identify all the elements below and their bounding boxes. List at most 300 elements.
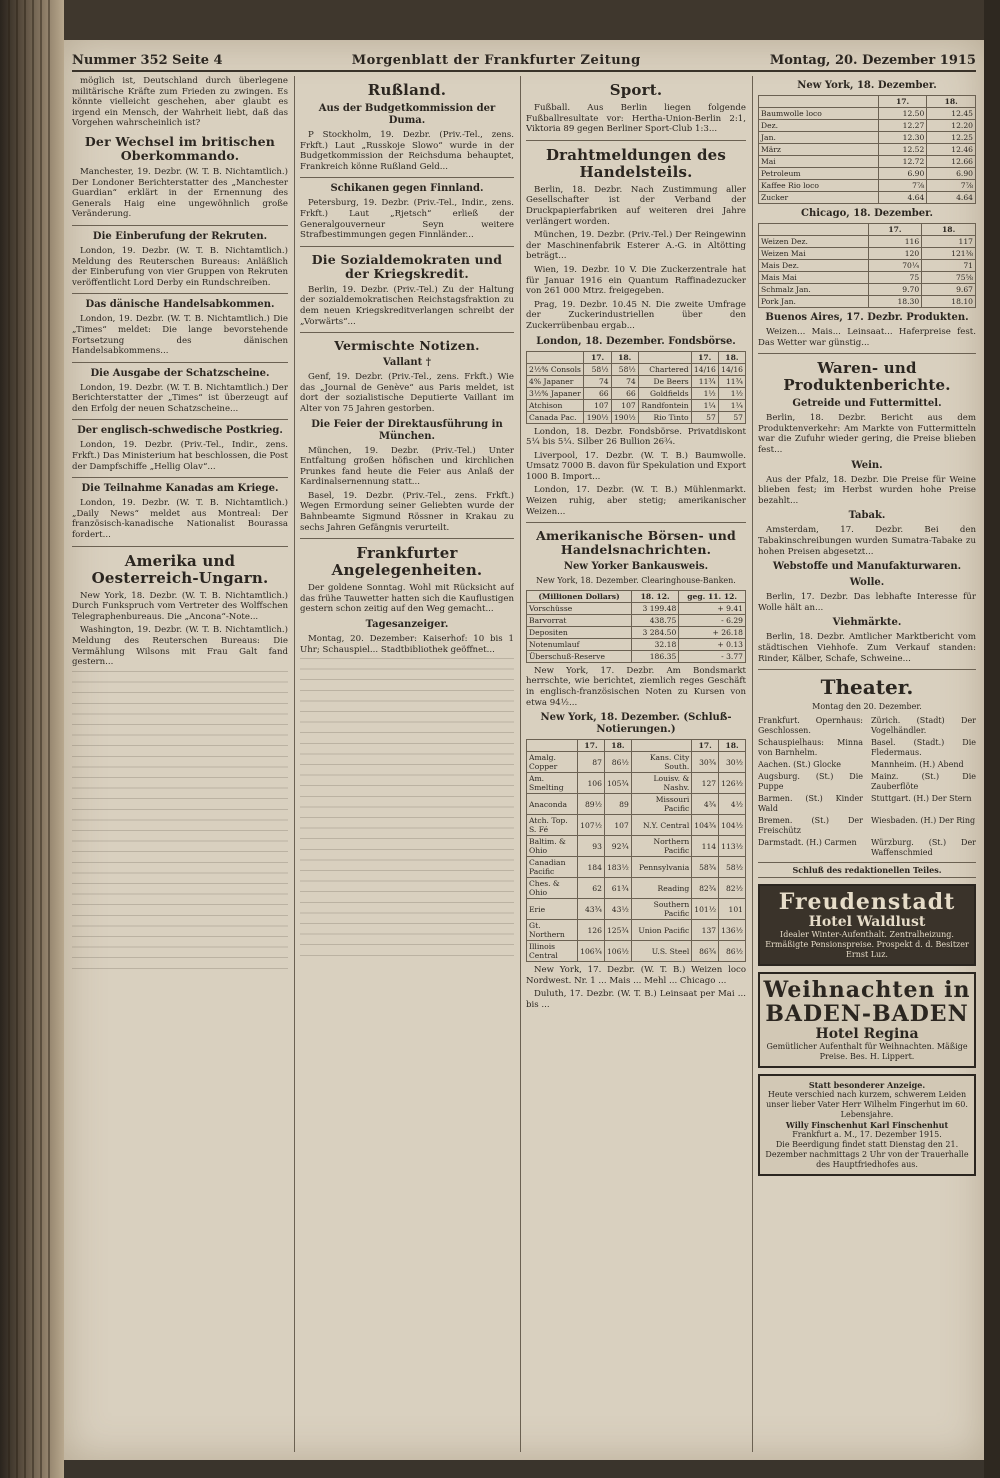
table-cell: 12.72 bbox=[878, 156, 927, 168]
table-cell: N.Y. Central bbox=[631, 815, 691, 836]
table-cell: Mais Dez. bbox=[759, 260, 869, 272]
newspaper-page bbox=[64, 40, 984, 1460]
theater-entry: Schauspielhaus: Minna von Barnhelm. bbox=[758, 737, 863, 757]
table-header-row bbox=[759, 96, 976, 108]
subheadline: Die Feier der Direktausführung in München. bbox=[311, 418, 503, 442]
table-cell: 7⅞ bbox=[878, 180, 927, 192]
table-row bbox=[759, 236, 976, 248]
headline: Frankfurter Angelegenheiten. bbox=[331, 544, 483, 580]
table-cell: 18.30 bbox=[868, 296, 922, 308]
table-cell: 32.18 bbox=[632, 638, 679, 650]
table-cell: 12.27 bbox=[878, 120, 927, 132]
headline: Sport. bbox=[609, 81, 663, 99]
article-text: München, 19. Dezbr. (Priv.-Tel.) Der Reingewinn der Maschinenfabrik Esterer A.-G. in Altötting beträgt... bbox=[526, 230, 746, 262]
theater-entry: Frankfurt. Opernhaus: Geschlossen. bbox=[758, 715, 863, 735]
article-text: Der goldene Sonntag. Wohl mit Rücksicht auf das frühe Tauwetter hatten sich die Kauflustigen gestern schon zeitig auf den Weg gemacht... bbox=[300, 583, 514, 615]
column-rule bbox=[294, 76, 295, 1452]
subheadline: London, 18. Dezember. Fondsbörse. bbox=[536, 335, 736, 347]
table-cell: 117 bbox=[922, 236, 976, 248]
table-cell: Goldfields bbox=[638, 387, 691, 399]
article-text: Montag, 20. Dezember: Kaiserhof: 10 bis 1 Uhr; Schauspiel... Stadtbibliothek geöffnet... bbox=[300, 634, 514, 655]
table-cell: Pork Jan. bbox=[759, 296, 869, 308]
table-cell: 1½ bbox=[718, 387, 745, 399]
table-cell: Depositen bbox=[527, 626, 632, 638]
table-cell: - 6.29 bbox=[679, 614, 746, 626]
table-cell: 105¾ bbox=[604, 773, 631, 794]
table-cell: 74 bbox=[611, 375, 638, 387]
table-cell: 4.64 bbox=[878, 192, 927, 204]
notice-text: Heute verschied nach kurzem, schwerem Leiden unser lieber Vater Herr Wilhelm Fingerhut im 60. Lebensjahre. bbox=[766, 1090, 968, 1120]
table-cell: - 3.77 bbox=[679, 650, 746, 662]
table-cell: 126½ bbox=[719, 773, 746, 794]
table-row bbox=[759, 248, 976, 260]
table-cell: 14/16 bbox=[691, 363, 718, 375]
subheadline: Chicago, 18. Dezember. bbox=[801, 208, 933, 219]
table-row bbox=[527, 399, 746, 411]
right-edge bbox=[984, 0, 1000, 1478]
article-text: möglich ist, Deutschland durch überlegene militärische Kräfte zum Frieden zu zwingen. Es könnte vielleicht geschehen, aber glaubt es irgend ein Mensch, der Wahrheit liebt, daß das Vorgehen wahrscheinlich ist? bbox=[72, 76, 288, 129]
table-cell: 3 284.50 bbox=[632, 626, 679, 638]
table-cell: Southern Pacific bbox=[631, 899, 691, 920]
table-cell: 4.64 bbox=[927, 192, 976, 204]
table-cell: + 26.18 bbox=[679, 626, 746, 638]
table-cell: Schmalz Jan. bbox=[759, 284, 869, 296]
table-cell: + 9.41 bbox=[679, 602, 746, 614]
table-cell: 43½ bbox=[604, 899, 631, 920]
dateline: Montag den 20. Dezember. bbox=[812, 702, 922, 712]
table-cell: 137 bbox=[692, 920, 719, 941]
table-header-cell: 17. bbox=[878, 96, 927, 108]
table-cell: 107 bbox=[611, 399, 638, 411]
headline: Drahtmeldungen des Handelsteils. bbox=[545, 145, 727, 181]
notice-place: Frankfurt a. M., 17. Dezember 1915. bbox=[792, 1130, 942, 1140]
table-cell: Anaconda bbox=[527, 794, 578, 815]
headline: Waren- und Produktenberichte. bbox=[783, 359, 951, 395]
ad-subtitle: Hotel Regina bbox=[815, 1026, 919, 1043]
table-row bbox=[759, 260, 976, 272]
table-cell: 12.20 bbox=[927, 120, 976, 132]
column-3 bbox=[526, 76, 746, 1452]
subheadline: Tabak. bbox=[848, 510, 886, 522]
table-cell: Mais Mai bbox=[759, 272, 869, 284]
table-header-cell bbox=[527, 740, 578, 752]
table-cell: 438.75 bbox=[632, 614, 679, 626]
table-row bbox=[527, 773, 746, 794]
article-text: Duluth, 17. Dezbr. (W. T. B.) Leinsaat per Mai ... bis ... bbox=[526, 989, 746, 1010]
top-edge bbox=[64, 0, 984, 40]
table-header-cell bbox=[631, 740, 691, 752]
article-text: New York, 17. Dezbr. (W. T. B.) Weizen loco Nordwest. Nr. 1 ... Mais ... Mehl ... Chicago ... bbox=[526, 965, 746, 986]
table-cell: 183½ bbox=[604, 857, 631, 878]
table-row bbox=[527, 614, 746, 626]
table-cell: 75⅝ bbox=[922, 272, 976, 284]
subheadline: Tagesanzeiger. bbox=[365, 619, 449, 631]
table-row bbox=[527, 794, 746, 815]
table-cell: 92¾ bbox=[604, 836, 631, 857]
table-cell: Kans. City South. bbox=[631, 752, 691, 773]
table-cell: Baumwolle loco bbox=[759, 108, 879, 120]
table-cell: 120 bbox=[868, 248, 922, 260]
column-rule bbox=[752, 76, 753, 1452]
article-text: Aus der Pfalz, 18. Dezbr. Die Preise für Weine blieben fest; im Herbst wurden hohe Preise bezahlt... bbox=[758, 474, 976, 506]
table-row bbox=[527, 941, 746, 962]
table-cell: Überschuß-Reserve bbox=[527, 650, 632, 662]
theater-heading: Theater. bbox=[820, 675, 914, 700]
article-text: London, 19. Dezbr. (W. T. B. Nichtamtlich.) Der Berichterstatter der „Times“ ist überzeugt auf den Erfolg der neuen Schatzscheine... bbox=[72, 382, 288, 414]
article-text: Wien, 19. Dezbr. 10 V. Die Zuckerzentrale hat für Januar 1916 ein Quantum Raffinadezucker von 261 000 Mtrz. freigegeben. bbox=[526, 264, 746, 297]
table-row bbox=[527, 815, 746, 836]
table-cell: Notenumlauf bbox=[527, 638, 632, 650]
theater-entry: Darmstadt. (H.) Carmen bbox=[758, 837, 857, 847]
article-text: New York, 17. Dezbr. Am Bondsmarkt herrschte, wie berichtet, ziemlich reges Geschäft in englisch-französischen Noten zu Kursen von etwa 94½... bbox=[526, 665, 746, 708]
table-cell: 3½% Japaner bbox=[527, 387, 584, 399]
table-cell: Petroleum bbox=[759, 168, 879, 180]
table-header-cell: 18. 12. bbox=[632, 590, 679, 602]
table-cell: Canadian Pacific bbox=[527, 857, 578, 878]
death-notice bbox=[758, 1074, 976, 1176]
table-cell: Chartered bbox=[638, 363, 691, 375]
table-cell: U.S. Steel bbox=[631, 941, 691, 962]
article-text: Berlin, 19. Dezbr. (Priv.-Tel.) Zu der Haltung der sozialdemokratischen Reichstagsfraktion zu dem neuen Kriegskreditverlangen schreibt der „Vorwärts“... bbox=[300, 284, 514, 327]
table-cell: 70¼ bbox=[868, 260, 922, 272]
table-cell: 87 bbox=[578, 752, 605, 773]
table-cell: Northern Pacific bbox=[631, 836, 691, 857]
ad-subtitle: Hotel Waldlust bbox=[808, 914, 926, 931]
newspaper-title: Morgenblatt der Frankfurter Zeitung bbox=[351, 52, 641, 68]
article-text: New York, 18. Dezbr. (W. T. B. Nichtamtlich.) Durch Funkspruch vom Vertreter des Wolffschen Telegraphenbureaus. Die „Ancona“-Note... bbox=[72, 590, 288, 622]
table-cell: 82½ bbox=[719, 878, 746, 899]
subheadline: Schikanen gegen Finnland. bbox=[330, 183, 484, 195]
table-cell: 2½% Consols bbox=[527, 363, 584, 375]
headline: Die Sozialdemokraten und der Kriegskredit. bbox=[311, 251, 503, 281]
subheadline: Viehmärkte. bbox=[832, 617, 902, 629]
table-cell: 58¾ bbox=[692, 857, 719, 878]
article-text: Weizen... Mais... Leinsaat... Haferpreise fest. Das Wetter war günstig... bbox=[758, 327, 976, 348]
table-cell: Atch. Top. S. Fé bbox=[527, 815, 578, 836]
table-cell: Am. Smelting bbox=[527, 773, 578, 794]
notice-names: Willy Finschenhut Karl Finschenhut bbox=[785, 1120, 949, 1131]
table-cell: 30½ bbox=[719, 752, 746, 773]
table-cell: 125¾ bbox=[604, 920, 631, 941]
table-cell: Illinois Central bbox=[527, 941, 578, 962]
table-cell: 86½ bbox=[604, 752, 631, 773]
theater-entry: Mainz. (St.) Die Zauberflöte bbox=[871, 771, 976, 791]
article-text: Genf, 19. Dezbr. (Priv.-Tel., zens. Frkft.) Wie das „Journal de Genève“ aus Paris meldet, ist dort der sozialistische Deputierte Vaillant im Alter von 75 Jahren gestorben. bbox=[300, 372, 514, 414]
table-cell: 9.70 bbox=[868, 284, 922, 296]
subheadline: Die Teilnahme Kanadas am Kriege. bbox=[81, 483, 279, 495]
table-cell: 186.35 bbox=[632, 650, 679, 662]
table-cell: 7⅞ bbox=[927, 180, 976, 192]
ad-freudenstadt bbox=[758, 884, 976, 966]
article-text: Amsterdam, 17. Dezbr. Bei den Tabakinschreibungen wurden Sumatra-Tabake zu hohen Preisen abgesetzt... bbox=[758, 525, 976, 557]
table-cell: 190½ bbox=[584, 411, 611, 423]
table-cell: Louisv. & Nashv. bbox=[631, 773, 691, 794]
table-cell: 86¾ bbox=[692, 941, 719, 962]
article-text: London, 19. Dezbr. (W. T. B. Nichtamtlich.) Meldung des Reuterschen Bureaus: Anläßlich der Einberufung von vier Gruppen von Rekruten veröffentlicht Lord Derby ein Rundschreiben. bbox=[72, 245, 288, 288]
article-text: Manchester, 19. Dezbr. (W. T. B. Nichtamtlich.) Der Londoner Berichterstatter des „Manchester Guardian“ erklärt in der Ernennung des Generals Haig eine ungewöhnlich große Veränderung. bbox=[72, 166, 288, 220]
table-cell: 71 bbox=[922, 260, 976, 272]
table-cell: 57 bbox=[691, 411, 718, 423]
article-text: München, 19. Dezbr. (Priv.-Tel.) Unter Entfaltung großen höfischen und kirchlichen Prunkes fand heute die Feier aus Anlaß der Kardinalsernennung statt... bbox=[300, 445, 514, 488]
dateline: New York, 18. Dezember. Clearinghouse-Banken. bbox=[536, 576, 736, 586]
article-text: Berlin, 18. Dezbr. Nach Zustimmung aller Gesellschafter ist der Verband der Druckpapierfabriken auf weiteren drei Jahre verlängert worden. bbox=[526, 184, 746, 227]
theater-entry: Bremen. (St.) Der Freischütz bbox=[758, 815, 863, 835]
article-text: London, 19. Dezbr. (Priv.-Tel., Indir., zens. Frkft.) Das Ministerium hat beschlossen, die Post der Dampfschiffe „Hellig Olav“... bbox=[72, 440, 288, 472]
table-cell: 106 bbox=[578, 773, 605, 794]
subheadline: New York, 18. Dezember. (Schluß-Notierungen.) bbox=[540, 712, 732, 736]
table-cell: 107 bbox=[604, 815, 631, 836]
article-text: Berlin, 18. Dezbr. Amtlicher Marktbericht vom städtischen Viehhofe. Zum Verkauf standen: Rinder, Kälber, Schafe, Schweine... bbox=[758, 632, 976, 664]
table-cell: Zucker bbox=[759, 192, 879, 204]
table-header-row bbox=[527, 590, 746, 602]
theater-entry: Aachen. (St.) Glocke bbox=[758, 759, 842, 769]
table-row bbox=[527, 638, 746, 650]
table-cell: 107½ bbox=[578, 815, 605, 836]
table-cell: 1½ bbox=[691, 387, 718, 399]
table-cell: 12.25 bbox=[927, 132, 976, 144]
table-cell: 66 bbox=[584, 387, 611, 399]
article-text: Fußball. Aus Berlin liegen folgende Fußballresultate vor: Hertha-Union-Berlin 2:1, Viktoria 89 gegen Berliner Sport-Club 1:3... bbox=[526, 103, 746, 135]
table-cell: 1¼ bbox=[718, 399, 745, 411]
table-cell: De Beers bbox=[638, 375, 691, 387]
article-text: Prag, 19. Dezbr. 10.45 N. Die zweite Umfrage der Zuckerindustriellen über den Zuckerrübenbau ergab... bbox=[526, 299, 746, 331]
subheadline: Das dänische Handelsabkommen. bbox=[85, 299, 275, 311]
theater-entry: Wiesbaden. (H.) Der Ring bbox=[871, 815, 976, 825]
table-row bbox=[527, 857, 746, 878]
theater-entry: Würzburg. (St.) Der Waffenschmied bbox=[871, 837, 976, 857]
theater-entry: Basel. (Stadt.) Die Fledermaus. bbox=[871, 737, 976, 757]
table-cell: 12.66 bbox=[927, 156, 976, 168]
theater-entry: Augsburg. (St.) Die Puppe bbox=[758, 771, 863, 791]
table-cell: Randfontein bbox=[638, 399, 691, 411]
column-2 bbox=[300, 76, 514, 1452]
stock-table bbox=[526, 739, 746, 962]
subheadline: Getreide und Futtermittel. bbox=[792, 398, 942, 410]
theater-entry: Barmen. (St.) Kinder Wald bbox=[758, 793, 863, 813]
headline: Vermischte Notizen. bbox=[334, 338, 480, 354]
chicago-table bbox=[758, 223, 976, 308]
table-cell: 11¾ bbox=[718, 375, 745, 387]
headline: Amerika und Oesterreich-Ungarn. bbox=[91, 551, 269, 587]
column-4 bbox=[758, 76, 976, 1452]
table-cell: 6.90 bbox=[878, 168, 927, 180]
table-header-cell: 18. bbox=[718, 351, 745, 363]
table-row bbox=[759, 132, 976, 144]
table-cell: 101 bbox=[719, 899, 746, 920]
table-cell: 104½ bbox=[719, 815, 746, 836]
table-cell: 4¾ bbox=[692, 794, 719, 815]
subheadline: Wein. bbox=[851, 459, 883, 471]
table-cell: 12.45 bbox=[927, 108, 976, 120]
table-cell: Pennsylvania bbox=[631, 857, 691, 878]
table-row bbox=[759, 156, 976, 168]
table-cell: 43¾ bbox=[578, 899, 605, 920]
table-cell: 106½ bbox=[604, 941, 631, 962]
subheadline: New York, 18. Dezember. bbox=[797, 80, 937, 91]
table-cell: 12.52 bbox=[878, 144, 927, 156]
table-cell: 12.30 bbox=[878, 132, 927, 144]
table-cell: Weizen Dez. bbox=[759, 236, 869, 248]
table-cell: 114 bbox=[692, 836, 719, 857]
subheadline: Die Ausgabe der Schatzscheine. bbox=[90, 367, 270, 379]
table-row bbox=[527, 650, 746, 662]
column-rule bbox=[520, 76, 521, 1452]
table-cell: 58½ bbox=[584, 363, 611, 375]
table-row bbox=[759, 180, 976, 192]
table-cell: 106¾ bbox=[578, 941, 605, 962]
table-cell: 4% Japaner bbox=[527, 375, 584, 387]
table-cell: Ches. & Ohio bbox=[527, 878, 578, 899]
table-cell: Dez. bbox=[759, 120, 879, 132]
notice-heading: Statt besonderer Anzeige. bbox=[808, 1080, 926, 1091]
table-cell: 58½ bbox=[611, 363, 638, 375]
table-row bbox=[759, 168, 976, 180]
table-row bbox=[759, 120, 976, 132]
table-cell: 126 bbox=[578, 920, 605, 941]
table-cell: 89 bbox=[604, 794, 631, 815]
subheadline: Die Einberufung der Rekruten. bbox=[92, 230, 268, 242]
table-header-cell: 17. bbox=[868, 224, 922, 236]
table-cell: 86½ bbox=[719, 941, 746, 962]
table-row bbox=[527, 363, 746, 375]
table-header-cell: 18. bbox=[719, 740, 746, 752]
table-cell: Gt. Northern bbox=[527, 920, 578, 941]
table-cell: 6.90 bbox=[927, 168, 976, 180]
table-cell: + 0.13 bbox=[679, 638, 746, 650]
article-text: Basel, 19. Dezbr. (Priv.-Tel., zens. Frkft.) Wegen Ermordung seiner Geliebten wurde der Bahnbeamte Sigmund Rössner in Krakau zu sechs Jahren Gefängnis verurteilt. bbox=[300, 490, 514, 533]
table-cell: 101½ bbox=[692, 899, 719, 920]
ad-text: Idealer Winter-Aufenthalt. Zentralheizung. Ermäßigte Pensionspreise. Prospekt d. d. Besitzer Ernst Luz. bbox=[765, 930, 969, 960]
table-row bbox=[527, 411, 746, 423]
table-cell: 14/16 bbox=[718, 363, 745, 375]
table-cell: 190½ bbox=[611, 411, 638, 423]
article-text: Washington, 19. Dezbr. (W. T. B. Nichtamtlich.) Meldung des Reuterschen Bureaus: Die Vermählung Wilsons mit Frau Galt fand gestern... bbox=[72, 625, 288, 668]
bank-table bbox=[526, 590, 746, 663]
headline: Amerikanische Börsen- und Handelsnachrichten. bbox=[536, 528, 736, 558]
article-text: Liverpool, 17. Dezbr. (W. T. B.) Baumwolle. Umsatz 7000 B. davon für Spekulation und Export 1000 B. Import... bbox=[526, 450, 746, 482]
ad-title: Weihnachten in BADEN-BADEN bbox=[763, 977, 971, 1028]
table-header-cell: 18. bbox=[604, 740, 631, 752]
table-row bbox=[527, 836, 746, 857]
table-cell: 4½ bbox=[719, 794, 746, 815]
end-of-editorial: Schluß des redaktionellen Teiles. bbox=[758, 862, 976, 879]
subheadline: Wolle. bbox=[849, 577, 885, 589]
column-1 bbox=[72, 76, 288, 1452]
table-header-cell: 18. bbox=[922, 224, 976, 236]
theater-entry: Zürich. (Stadt) Der Vogelhändler. bbox=[871, 715, 976, 735]
table-cell: 75 bbox=[868, 272, 922, 284]
table-cell: Missouri Pacific bbox=[631, 794, 691, 815]
table-header-row bbox=[527, 740, 746, 752]
table-cell: Reading bbox=[631, 878, 691, 899]
table-row bbox=[759, 296, 976, 308]
table-cell: Amalg. Copper bbox=[527, 752, 578, 773]
subheadline: New Yorker Bankausweis. bbox=[563, 561, 709, 573]
table-header-row bbox=[527, 351, 746, 363]
table-cell: 104¾ bbox=[692, 815, 719, 836]
table-row bbox=[527, 387, 746, 399]
table-cell: Jan. bbox=[759, 132, 879, 144]
subheadline: Vallant † bbox=[383, 357, 431, 369]
table-cell: 58½ bbox=[719, 857, 746, 878]
theater-entry: Mannheim. (H.) Abend bbox=[871, 759, 964, 769]
table-header-cell: 18. bbox=[611, 351, 638, 363]
table-cell: Erie bbox=[527, 899, 578, 920]
subheadline: Der englisch-schwedische Postkrieg. bbox=[77, 425, 283, 437]
headline: Der Wechsel im britischen Oberkommando. bbox=[84, 133, 276, 163]
table-cell: 127 bbox=[692, 773, 719, 794]
text-lines bbox=[72, 671, 288, 971]
ad-text: Gemütlicher Aufenthalt für Weihnachten. Mäßige Preise. Bes. H. Lippert. bbox=[766, 1042, 968, 1062]
notice-footer: Die Beerdigung findet statt Dienstag den 21. Dezember nachmittags 2 Uhr von der Trauerhalle des Hauptfriedhofes aus. bbox=[765, 1140, 969, 1170]
table-cell: Union Pacific bbox=[631, 920, 691, 941]
table-row bbox=[527, 375, 746, 387]
table-cell: 12.50 bbox=[878, 108, 927, 120]
table-cell: 30¾ bbox=[692, 752, 719, 773]
subheadline: Buenos Aires, 17. Dezbr. Produkten. bbox=[765, 312, 969, 323]
article-text: London, 19. Dezbr. (W. T. B. Nichtamtlich.) Die „Times“ meldet: Die lange bevorstehende Fortsetzung des dänischen Handelsabkommens... bbox=[72, 314, 288, 357]
article-text: P Stockholm, 19. Dezbr. (Priv.-Tel., zens. Frkft.) Laut „Russkoje Slowo“ wurde in der Budgetkommission der Reichsduma behauptet, Frankreich könne Rußland Geld... bbox=[300, 130, 514, 172]
table-header-cell bbox=[527, 351, 584, 363]
table-cell: 121⅜ bbox=[922, 248, 976, 260]
table-header-cell: 17. bbox=[584, 351, 611, 363]
table-cell: 136½ bbox=[719, 920, 746, 941]
table-cell: 3 199.48 bbox=[632, 602, 679, 614]
table-row bbox=[759, 272, 976, 284]
table-cell: Atchison bbox=[527, 399, 584, 411]
issue-date: Montag, 20. Dezember 1915 bbox=[769, 52, 976, 68]
table-row bbox=[527, 878, 746, 899]
table-cell: Weizen Mai bbox=[759, 248, 869, 260]
masthead bbox=[72, 50, 976, 72]
table-row bbox=[759, 144, 976, 156]
article-text: London, 17. Dezbr. (W. T. B.) Mühlenmarkt. Weizen ruhig, aber stetig; amerikanischer Weizen... bbox=[526, 485, 746, 517]
table-header-cell: 17. bbox=[692, 740, 719, 752]
table-cell: März bbox=[759, 144, 879, 156]
table-header-cell: 17. bbox=[578, 740, 605, 752]
table-cell: 82¾ bbox=[692, 878, 719, 899]
table-header-cell bbox=[638, 351, 691, 363]
table-header-cell bbox=[759, 96, 879, 108]
table-cell: 107 bbox=[584, 399, 611, 411]
table-row bbox=[759, 284, 976, 296]
table-cell: Canada Pac. bbox=[527, 411, 584, 423]
table-header-cell: geg. 11. 12. bbox=[679, 590, 746, 602]
table-cell: Rio Tinto bbox=[638, 411, 691, 423]
theater-entry: Stuttgart. (H.) Der Stern bbox=[871, 793, 972, 803]
table-row bbox=[527, 920, 746, 941]
article-text: London, 19. Dezbr. (W. T. B. Nichtamtlich.) „Daily News“ meldet aus Montreal: Der französisch-kanadische Nationalist Bourassa fordert... bbox=[72, 498, 288, 541]
table-row bbox=[759, 108, 976, 120]
table-cell: 74 bbox=[584, 375, 611, 387]
subheadline: Aus der Budgetkommission der Duma. bbox=[318, 103, 496, 126]
theater-list bbox=[758, 716, 976, 858]
table-cell: 1¼ bbox=[691, 399, 718, 411]
table-header-row bbox=[759, 224, 976, 236]
table-cell: 62 bbox=[578, 878, 605, 899]
table-row bbox=[527, 626, 746, 638]
table-cell: 61¾ bbox=[604, 878, 631, 899]
table-header-cell: 18. bbox=[927, 96, 976, 108]
table-cell: 113½ bbox=[719, 836, 746, 857]
table-cell: 9.67 bbox=[922, 284, 976, 296]
page-number: Nummer 352 Seite 4 bbox=[72, 52, 223, 68]
article-text: Berlin, 17. Dezbr. Das lebhafte Interesse für Wolle hält an... bbox=[758, 592, 976, 613]
table-cell: Baltim. & Ohio bbox=[527, 836, 578, 857]
ad-title: Freudenstadt bbox=[778, 889, 956, 916]
table-cell: Vorschüsse bbox=[527, 602, 632, 614]
table-cell: 116 bbox=[868, 236, 922, 248]
